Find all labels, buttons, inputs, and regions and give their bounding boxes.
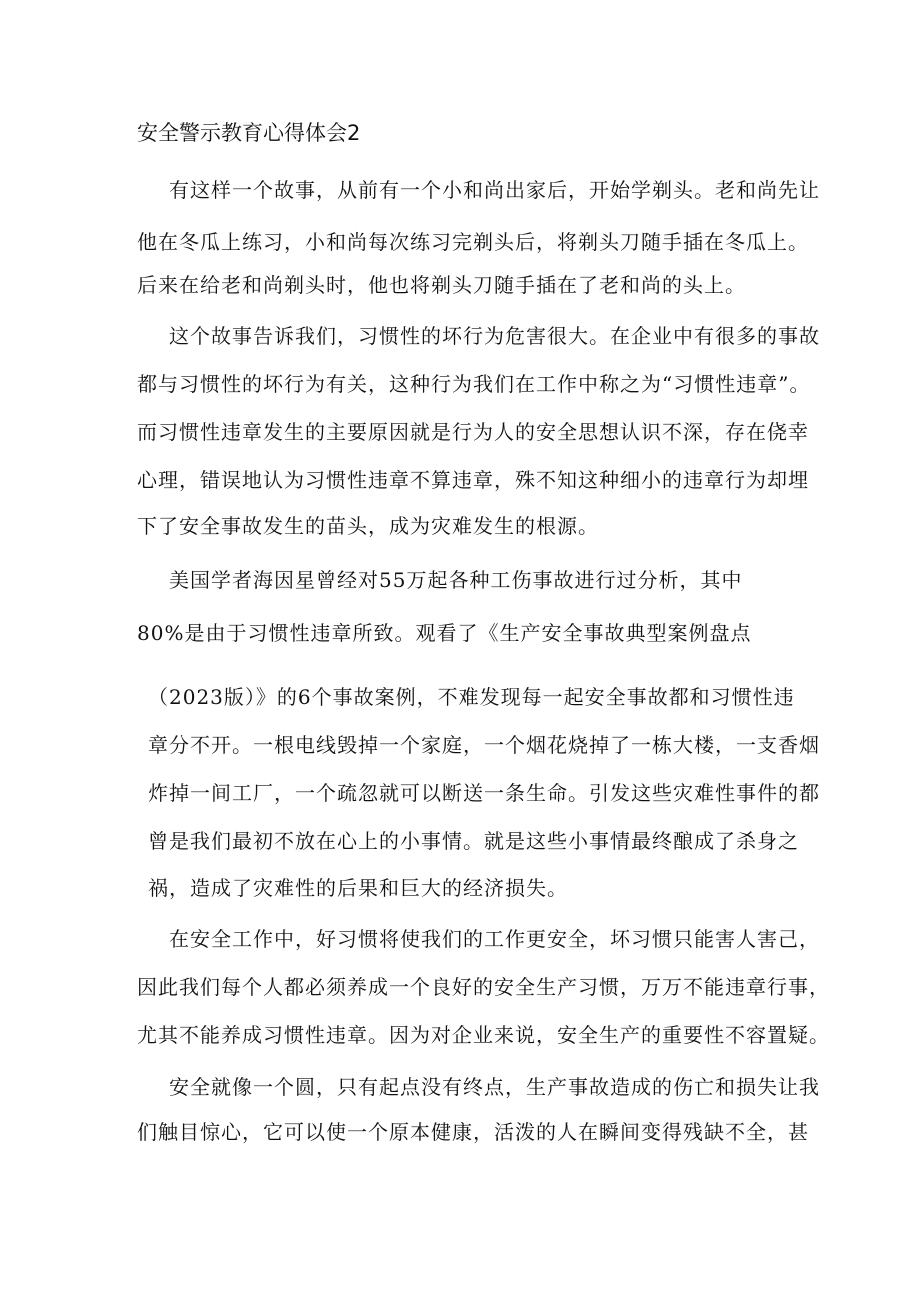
text-line: 在安全工作中，好习惯将使我们的工作更安全，坏习惯只能害人害己，	[169, 927, 820, 951]
text-line: 有这样一个故事，从前有一个小和尚出家后，开始学剃头。老和尚先让	[169, 178, 820, 202]
text-line: （2023版）》的6个事故案例，不难发现每一起安全事故都和习惯性违	[148, 685, 795, 709]
text-line: 安全就像一个圆，只有起点没有终点，生产事故造成的伤亡和损失让我	[169, 1075, 820, 1099]
text-line: 这个故事告诉我们，习惯性的坏行为危害很大。在企业中有很多的事故	[169, 324, 820, 348]
text-line: 章分不开。一根电线毁掉一个家庭，一个烟花烧掉了一栋大楼，一支香烟	[148, 733, 820, 757]
text-line: 炸掉一间工厂，一个疏忽就可以断送一条生命。引发这些灾难性事件的都	[148, 781, 820, 805]
text-line: 祸，造成了灾难性的后果和巨大的经济损失。	[148, 876, 568, 900]
text-line: 80%是由于习惯性违章所致。观看了《生产安全事故典型案例盘点	[137, 621, 752, 645]
text-line: 下了安全事故发生的苗头，成为灾难发生的根源。	[137, 514, 599, 538]
text-line: 后来在给老和尚剃头时，他也将剃头刀随手插在了老和尚的头上。	[137, 273, 746, 297]
text-line: 们触目惊心，它可以使一个原本健康，活泼的人在瞬间变得残缺不全，甚	[137, 1120, 809, 1144]
text-line: 因此我们每个人都必须养成一个良好的安全生产习惯，万万不能违章行事，	[137, 975, 830, 999]
document-title: 安全警示教育心得体会2	[137, 121, 361, 145]
text-line: 他在冬瓜上练习，小和尚每次练习完剃头后，将剃头刀随手插在冬瓜上。	[137, 230, 809, 254]
text-line: 曾是我们最初不放在心上的小事情。就是这些小事情最终酿成了杀身之	[148, 829, 799, 853]
text-line: 而习惯性违章发生的主要原因就是行为人的安全思想认识不深，存在侥幸	[137, 420, 809, 444]
text-line: 都与习惯性的坏行为有关，这种行为我们在工作中称之为“习惯性违章”。	[137, 372, 811, 396]
text-line: 心理，错误地认为习惯性违章不算违章，殊不知这种细小的违章行为却埋	[137, 468, 809, 492]
text-line: 尤其不能养成习惯性违章。因为对企业来说，安全生产的重要性不容置疑。	[137, 1023, 830, 1047]
text-line: 美国学者海因星曾经对55万起各种工伤事故进行过分析，其中	[169, 568, 743, 592]
